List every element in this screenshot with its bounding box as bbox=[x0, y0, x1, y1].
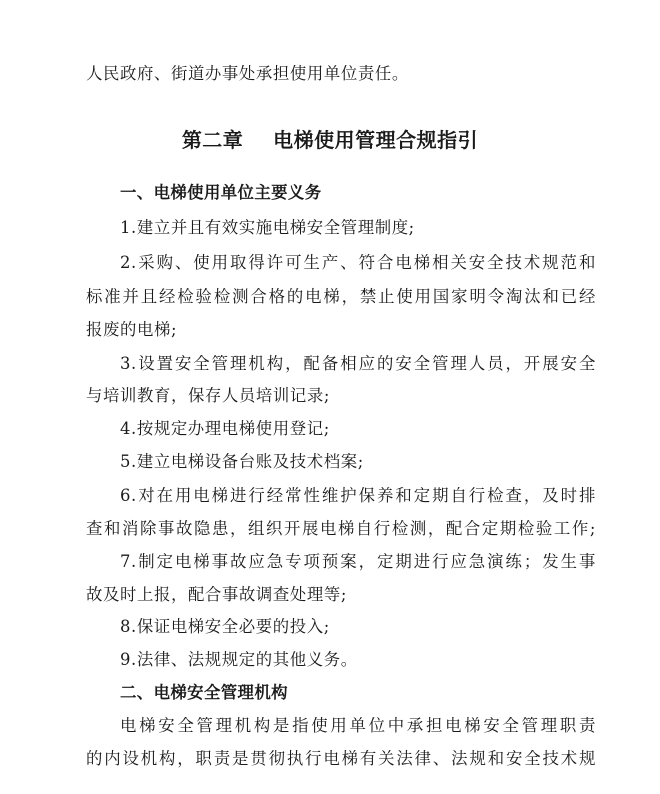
management-paragraph-line-2: 的内设机构，职责是贯彻执行电梯有关法律、法规和安全技术规 bbox=[86, 749, 596, 768]
obligation-item-6-line-1: 6.对在用电梯进行经常性维护保养和定期自行检查，及时排 bbox=[120, 486, 596, 505]
obligation-item-3-line-2: 与培训教育，保存人员培训记录; bbox=[86, 386, 330, 405]
obligation-item-3-line-1: 3.设置安全管理机构，配备相应的安全管理人员，开展安全 bbox=[120, 354, 596, 373]
obligation-item-9: 9.法律、法规规定的其他义务。 bbox=[120, 650, 358, 669]
section-heading-management: 二、电梯安全管理机构 bbox=[120, 683, 288, 702]
chapter-title: 第二章 电梯使用管理合规指引 bbox=[181, 128, 479, 152]
obligation-item-8: 8.保证电梯安全必要的投入; bbox=[120, 617, 330, 636]
management-paragraph-line-1: 电梯安全管理机构是指使用单位中承担电梯安全管理职责 bbox=[120, 716, 596, 735]
obligation-item-2-line-3: 报废的电梯; bbox=[86, 320, 178, 339]
section-heading-obligations: 一、电梯使用单位主要义务 bbox=[120, 183, 322, 202]
obligation-item-1: 1.建立并且有效实施电梯安全管理制度; bbox=[120, 218, 415, 237]
top-text-line: 人民政府、街道办事处承担使用单位责任。 bbox=[86, 64, 409, 83]
obligation-item-5: 5.建立电梯设备台账及技术档案; bbox=[120, 452, 364, 471]
obligation-item-6-line-2: 查和消除事故隐患，组织开展电梯自行检测，配合定期检验工作; bbox=[86, 519, 596, 538]
obligation-item-7-line-1: 7.制定电梯事故应急专项预案，定期进行应急演练；发生事 bbox=[120, 552, 596, 571]
obligation-item-2-line-2: 标准并且经检验检测合格的电梯，禁止使用国家明令淘汰和已经 bbox=[86, 287, 596, 306]
obligation-item-4: 4.按规定办理电梯使用登记; bbox=[120, 419, 330, 438]
obligation-item-2-line-1: 2.采购、使用取得许可生产、符合电梯相关安全技术规范和 bbox=[120, 253, 596, 272]
obligation-item-7-line-2: 故及时上报，配合事故调查处理等; bbox=[86, 585, 347, 604]
